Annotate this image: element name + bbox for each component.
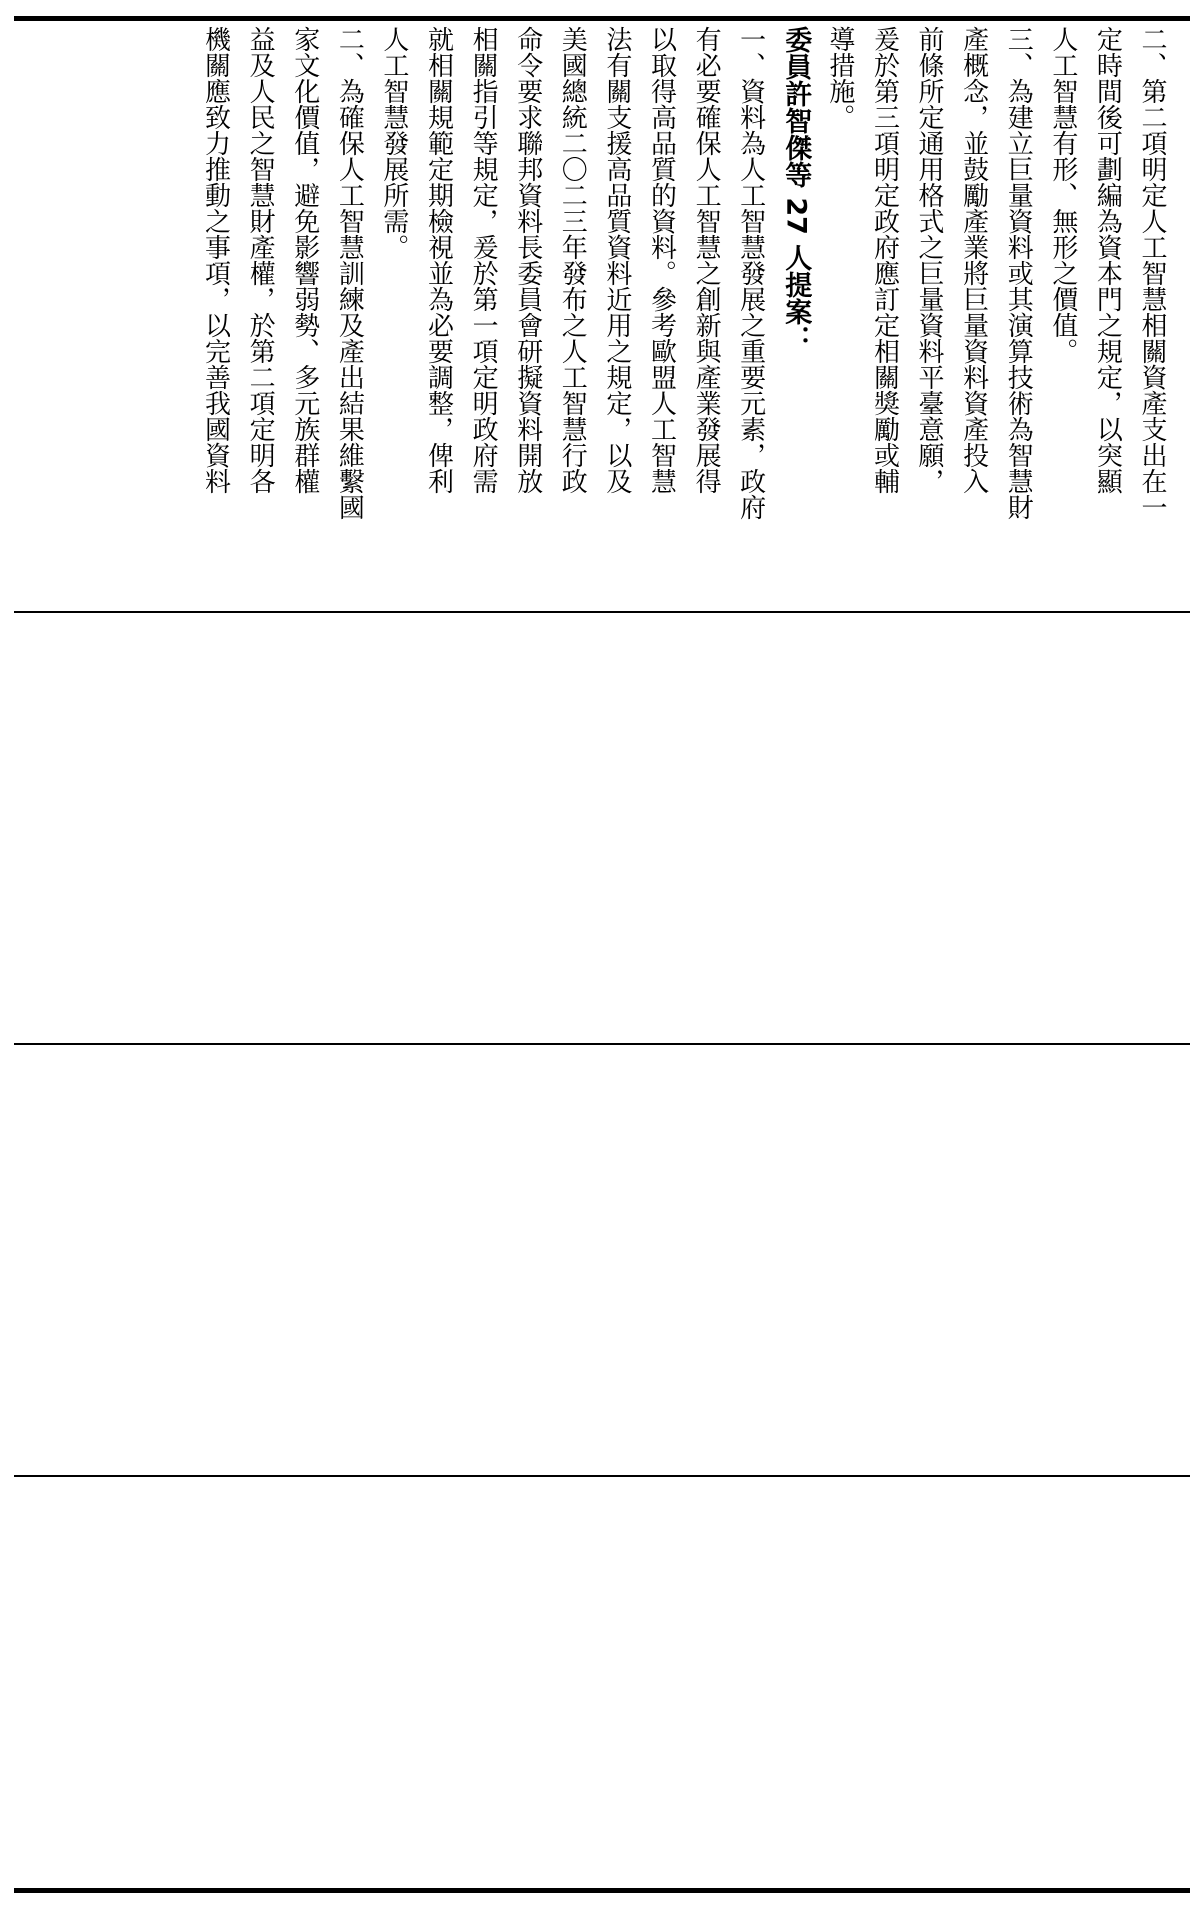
text-line: 命令要求聯邦資料長委員會研擬資料開放 <box>512 26 543 494</box>
text-line: 法有關支援高品質資料近用之規定，以及 <box>601 26 632 494</box>
text-line: 人工智慧有形、無形之價值。 <box>1047 26 1078 364</box>
text-line: 有必要確保人工智慧之創新與產業發展得 <box>691 26 722 494</box>
text-line: 以取得高品質的資料。參考歐盟人工智慧 <box>646 26 677 494</box>
text-line: 一、資料為人工智慧發展之重要元素，政府 <box>735 26 766 520</box>
section-divider <box>14 1475 1190 1477</box>
bottom-rule <box>14 1888 1190 1893</box>
top-rule <box>14 16 1190 21</box>
text-line: 相關指引等規定，爰於第一項定明政府需 <box>468 26 499 494</box>
text-line: 三、為建立巨量資料或其演算技術為智慧財 <box>1003 26 1034 520</box>
vertical-text-block <box>14 26 1174 606</box>
text-line: 人工智慧發展所需。 <box>378 26 409 260</box>
text-line: 產概念，並鼓勵產業將巨量資料資產投入 <box>958 26 989 494</box>
text-line: 前條所定通用格式之巨量資料平臺意願， <box>914 26 945 494</box>
text-line: 二、為確保人工智慧訓練及產出結果維繫國 <box>334 26 365 520</box>
text-line: 導措施。 <box>824 26 855 130</box>
text-line: 機關應致力推動之事項，以完善我國資料 <box>200 26 231 494</box>
text-line: 二、第二項明定人工智慧相關資產支出在一 <box>1137 26 1167 520</box>
text-line: 美國總統二〇二三年發布之人工智慧行政 <box>557 26 588 494</box>
section-divider <box>14 611 1190 613</box>
text-line: 定時間後可劃編為資本門之規定，以突顯 <box>1092 26 1123 494</box>
proposal-heading: 委員許智傑等 27 人提案： <box>780 26 812 353</box>
section-divider <box>14 1043 1190 1045</box>
text-line: 益及人民之智慧財產權，於第二項定明各 <box>245 26 276 494</box>
text-line: 爰於第三項明定政府應訂定相關獎勵或輔 <box>869 26 900 494</box>
text-line: 就相關規範定期檢視並為必要調整，俾利 <box>423 26 454 494</box>
text-line: 家文化價值，避免影響弱勢、多元族群權 <box>289 26 320 494</box>
